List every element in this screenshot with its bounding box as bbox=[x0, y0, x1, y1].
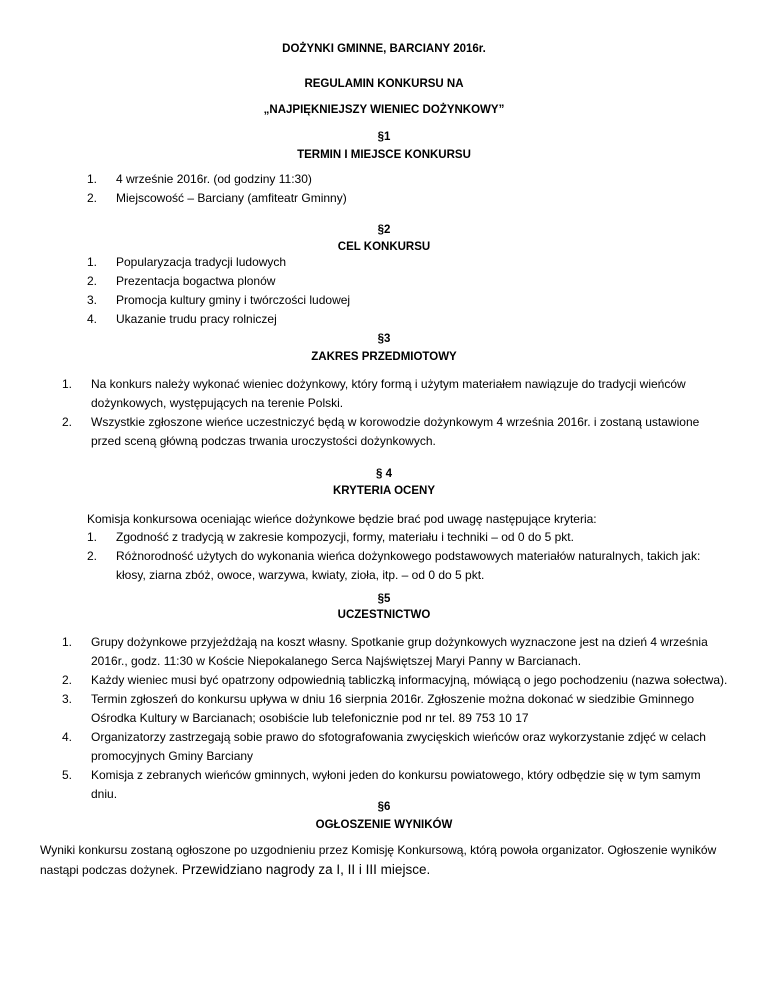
list-item: 1. Zgodność z tradycją w zakresie kompozycji, formy, materiału i techniki – od 0 do 5 pkt. bbox=[87, 530, 574, 544]
list-item: 4. Ukazanie trudu pracy rolniczej bbox=[87, 312, 277, 326]
list-item: 3. Termin zgłoszeń do konkursu upływa w dniu 16 sierpnia 2016r. Zgłoszenie można dokonać w siedzibie Gminnego Ośrodka Kultury w Barcianach; osobiście lub telefonicznie pod nr tel. 89 753 10 17 bbox=[62, 692, 694, 725]
section-5-list bbox=[62, 633, 728, 804]
section-4-title: KRYTERIA OCENY bbox=[332, 485, 436, 497]
contest-name: „NAJPIĘKNIEJSZY WIENIEC DOŻYNKOWY” bbox=[263, 104, 505, 116]
section-4-intro: Komisja konkursowa oceniając wieńce dożynkowe będzie brać pod uwagę następujące kryteria: bbox=[87, 512, 597, 526]
section-2-symbol: §2 bbox=[377, 224, 391, 236]
section-2-list bbox=[87, 253, 707, 329]
section-1-list bbox=[87, 170, 707, 208]
list-item: 1. Na konkurs należy wykonać wieniec dożynkowy, który formą i użytym materiałem nawiązuje do tradycji wieńców dożynkowych, występujących na terenie Polski. bbox=[62, 377, 686, 410]
list-item: 5. Komisja z zebranych wieńców gminnych, wyłoni jeden do konkursu powiatowego, który odbędzie się w tym samym dniu. bbox=[62, 768, 701, 801]
section-4-list bbox=[87, 528, 717, 585]
list-item: 2. Różnorodność użytych do wykonania wieńca dożynkowego podstawowych materiałów naturalnych, takich jak: kłosy, ziarna zbóż, owoce, warzywa, kwiaty, zioła, itp. – od 0 do 5 pkt. bbox=[87, 549, 701, 582]
section-2-title: CEL KONKURSU bbox=[337, 241, 431, 253]
section-5-title: UCZESTNICTWO bbox=[337, 609, 431, 621]
list-item: 2. Prezentacja bogactwa plonów bbox=[87, 274, 276, 288]
prizes-text: Przewidziano nagrody za I, II i III miejsce. bbox=[178, 862, 431, 877]
list-item: 1. Popularyzacja tradycji ludowych bbox=[87, 255, 287, 269]
list-item: 2. Wszystkie zgłoszone wieńce uczestniczyć będą w korowodzie dożynkowym 4 września 2016r. i zostaną ustawione przed sceną główną podczas trwania uroczystości dożynkowych. bbox=[62, 415, 700, 448]
list-item: 2. Miejscowość – Barciany (amfiteatr Gminny) bbox=[87, 191, 347, 205]
section-1-symbol: §1 bbox=[377, 131, 391, 143]
section-6-symbol: §6 bbox=[377, 801, 391, 813]
regulation-title: REGULAMIN KONKURSU NA bbox=[304, 78, 464, 90]
list-item: 4. Organizatorzy zastrzegają sobie prawo do sfotografowania zwycięskich wieńców oraz wykorzystanie zdjęć w celach promocyjnych Gminy Barciany bbox=[62, 730, 706, 763]
list-item: 1. Grupy dożynkowe przyjeżdżają na koszt własny. Spotkanie grup dożynkowych wyznaczone jest na dzień 4 września 2016r., godz. 11:30 w Koście Niepokalanego Serca Najświętszej Maryi Panny w Barcianach. bbox=[62, 635, 708, 668]
results-text: Wyniki konkursu zostaną ogłoszone po uzgodnieniu przez Komisję Konkursową, którą powoła organizator. Ogłoszenie wyników nastąpi podczas dożynek. bbox=[40, 843, 717, 877]
event-title: DOŻYNKI GMINNE, BARCIANY 2016r. bbox=[282, 43, 486, 55]
section-3-symbol: §3 bbox=[377, 333, 391, 345]
section-1-title: TERMIN I MIEJSCE KONKURSU bbox=[297, 149, 471, 161]
section-5-symbol: §5 bbox=[377, 593, 391, 605]
list-item: 1. 4 wrześnie 2016r. (od godziny 11:30) bbox=[87, 172, 312, 186]
section-6-title: OGŁOSZENIE WYNIKÓW bbox=[315, 819, 453, 831]
list-item: 3. Promocja kultury gminy i twórczości ludowej bbox=[87, 293, 351, 307]
section-3-list bbox=[62, 375, 728, 451]
section-6-text bbox=[40, 841, 740, 880]
section-4-symbol: § 4 bbox=[376, 468, 392, 480]
list-item: 2. Każdy wieniec musi być opatrzony odpowiednią tabliczką informacyjną, mówiącą o jego pochodzeniu (nazwa sołectwa). bbox=[62, 673, 728, 687]
section-3-title: ZAKRES PRZEDMIOTOWY bbox=[311, 351, 457, 363]
